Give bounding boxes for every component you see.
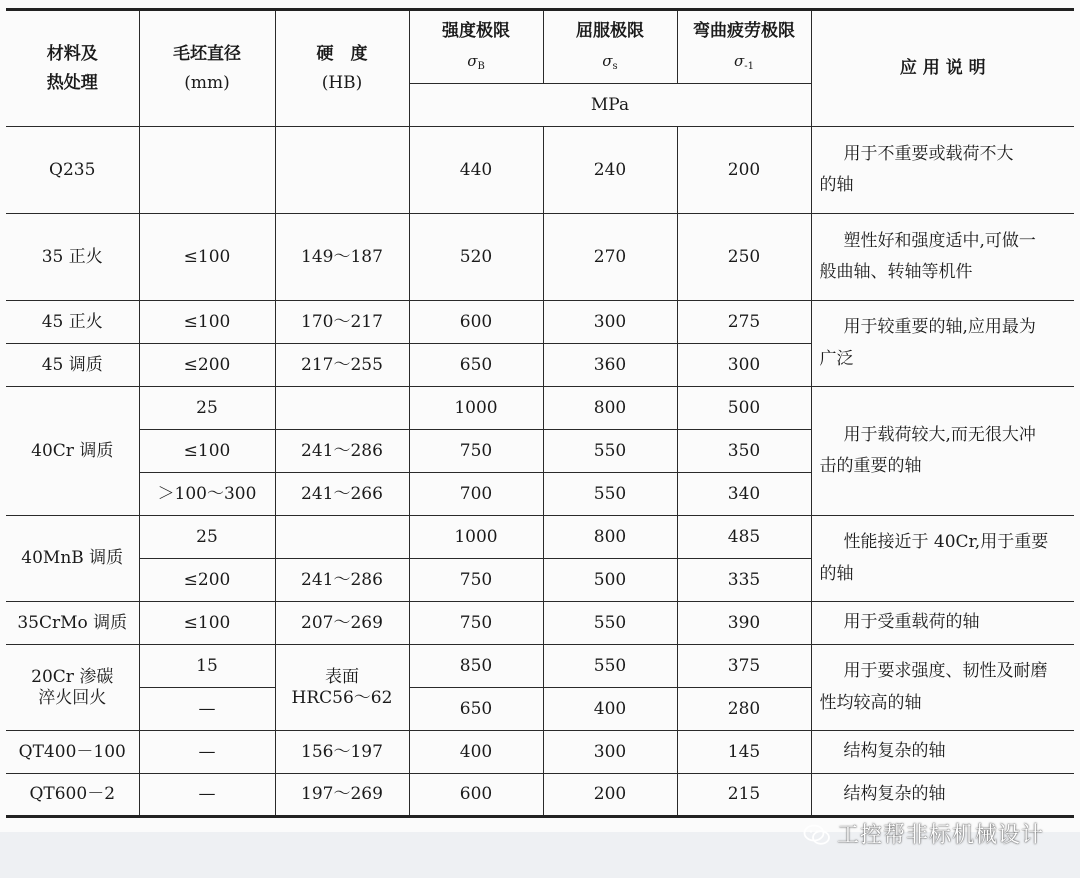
application-cell-line1: 用于不重要或载荷不大 bbox=[843, 143, 1014, 164]
yield-strength-cell: 550 bbox=[543, 645, 677, 688]
tensile-strength-cell: 600 bbox=[409, 301, 543, 344]
header-hardness-unit: (HB) bbox=[321, 72, 363, 93]
tensile-strength-cell: 520 bbox=[409, 214, 543, 301]
table-row bbox=[6, 774, 1074, 817]
material-cell-line1: 20Cr 渗碳 bbox=[31, 667, 114, 688]
application-cell-line1: 用于要求强度、韧性及耐磨 bbox=[843, 661, 1048, 682]
material-cell-line1: QT600－2 bbox=[29, 784, 116, 805]
yield-strength-cell: 300 bbox=[543, 731, 677, 774]
tensile-strength-cell: 440 bbox=[409, 127, 543, 214]
application-cell bbox=[811, 645, 1074, 731]
application-cell-line2: 击的重要的轴 bbox=[819, 456, 922, 476]
fatigue-limit-cell: 200 bbox=[677, 127, 811, 214]
application-cell-line2: 广泛 bbox=[819, 348, 854, 369]
application-cell bbox=[811, 301, 1074, 387]
header-material-line1: 材料及 bbox=[46, 44, 98, 65]
yield-strength-cell: 800 bbox=[543, 387, 677, 430]
hardness-cell: 156～197 bbox=[275, 731, 409, 774]
header-tensile-strength bbox=[409, 10, 543, 84]
tensile-strength-cell: 600 bbox=[409, 774, 543, 817]
fatigue-limit-cell: 145 bbox=[677, 731, 811, 774]
material-cell bbox=[6, 731, 139, 774]
hardness-cell: 217～255 bbox=[275, 344, 409, 387]
table-row bbox=[6, 214, 1074, 301]
material-cell bbox=[6, 774, 139, 817]
hardness-cell bbox=[275, 516, 409, 559]
application-cell bbox=[811, 516, 1074, 602]
fatigue-limit-cell: 215 bbox=[677, 774, 811, 817]
hardness-cell: 149～187 bbox=[275, 214, 409, 301]
application-cell-line1: 性能接近于 40Cr,用于重要 bbox=[843, 532, 1049, 553]
diameter-cell: — bbox=[139, 688, 275, 731]
header-material-line2: 热处理 bbox=[46, 72, 98, 93]
material-cell bbox=[6, 214, 139, 301]
yield-strength-cell: 500 bbox=[543, 559, 677, 602]
header-hardness-label: 硬 度 bbox=[316, 44, 368, 65]
material-cell bbox=[6, 645, 139, 731]
application-cell-line2: 的轴 bbox=[819, 563, 854, 584]
application-cell-line1: 用于受重载荷的轴 bbox=[843, 612, 980, 633]
tensile-strength-cell: 850 bbox=[409, 645, 543, 688]
material-cell bbox=[6, 387, 139, 516]
table-row bbox=[6, 127, 1074, 214]
application-cell-line2: 般曲轴、转轴等机件 bbox=[819, 262, 973, 282]
header-hardness bbox=[275, 10, 409, 127]
fatigue-limit-cell: 390 bbox=[677, 602, 811, 645]
tensile-strength-cell: 400 bbox=[409, 731, 543, 774]
application-cell bbox=[811, 774, 1074, 817]
header-tensile-symbol bbox=[410, 52, 543, 73]
yield-strength-cell: 550 bbox=[543, 602, 677, 645]
application-cell-line1: 塑性好和强度适中,可做一 bbox=[843, 230, 1036, 251]
wechat-icon bbox=[803, 824, 831, 846]
material-cell-line1: 40Cr 调质 bbox=[31, 440, 114, 461]
yield-strength-cell: 550 bbox=[543, 473, 677, 516]
yield-strength-cell: 200 bbox=[543, 774, 677, 817]
tensile-strength-cell: 750 bbox=[409, 559, 543, 602]
tensile-strength-cell: 750 bbox=[409, 602, 543, 645]
watermark-text: 工控帮非标机械设计 bbox=[836, 823, 1044, 848]
yield-strength-cell: 300 bbox=[543, 301, 677, 344]
fatigue-limit-cell: 500 bbox=[677, 387, 811, 430]
yield-strength-cell: 360 bbox=[543, 344, 677, 387]
diameter-cell: 15 bbox=[139, 645, 275, 688]
table-row bbox=[6, 387, 1074, 430]
hardness-cell: 241～286 bbox=[275, 559, 409, 602]
application-cell-line2: 性均较高的轴 bbox=[819, 692, 922, 713]
application-cell-line2: 的轴 bbox=[819, 175, 854, 195]
header-yield-strength bbox=[543, 10, 677, 84]
application-cell-line1: 结构复杂的轴 bbox=[843, 741, 946, 762]
hardness-cell: 170～217 bbox=[275, 301, 409, 344]
material-cell-line1: Q235 bbox=[49, 159, 96, 180]
tensile-strength-cell: 650 bbox=[409, 344, 543, 387]
hardness-cell bbox=[275, 127, 409, 214]
hardness-cell bbox=[275, 645, 409, 731]
material-cell-line1: QT400－100 bbox=[18, 741, 126, 762]
material-cell-line2: 淬火回火 bbox=[38, 687, 107, 708]
header-fatigue-symbol bbox=[678, 52, 811, 73]
header-fatigue-limit bbox=[677, 10, 811, 84]
sigma-symbol: σ bbox=[734, 51, 745, 70]
shaft-material-table bbox=[6, 8, 1074, 818]
hardness-cell-line2: HRC56～62 bbox=[291, 687, 393, 708]
yield-strength-cell: 800 bbox=[543, 516, 677, 559]
fatigue-limit-cell: 375 bbox=[677, 645, 811, 688]
material-cell: 45 正火 bbox=[6, 301, 139, 344]
diameter-cell: 25 bbox=[139, 387, 275, 430]
header-application: 应 用 说 明 bbox=[811, 10, 1074, 127]
table-row bbox=[6, 516, 1074, 559]
sigma-symbol: σ bbox=[602, 51, 613, 70]
material-cell-line1: 35 正火 bbox=[41, 246, 103, 267]
application-cell bbox=[811, 387, 1074, 516]
fatigue-limit-cell: 335 bbox=[677, 559, 811, 602]
sigma-subscript: -1 bbox=[744, 60, 754, 72]
material-cell bbox=[6, 516, 139, 602]
tensile-strength-cell: 1000 bbox=[409, 516, 543, 559]
fatigue-limit-cell: 300 bbox=[677, 344, 811, 387]
material-cell: 45 调质 bbox=[6, 344, 139, 387]
diameter-cell: ≤100 bbox=[139, 214, 275, 301]
diameter-cell: ≤200 bbox=[139, 559, 275, 602]
fatigue-limit-cell: 250 bbox=[677, 214, 811, 301]
application-cell bbox=[811, 127, 1074, 214]
diameter-cell: ≤200 bbox=[139, 344, 275, 387]
material-cell bbox=[6, 602, 139, 645]
material-cell-line1: 40MnB 调质 bbox=[21, 548, 124, 569]
header-material bbox=[6, 10, 139, 127]
table-row bbox=[6, 731, 1074, 774]
diameter-cell: ≤100 bbox=[139, 301, 275, 344]
tensile-strength-cell: 700 bbox=[409, 473, 543, 516]
header-yield-symbol bbox=[544, 52, 677, 73]
fatigue-limit-cell: 350 bbox=[677, 430, 811, 473]
application-cell-line1: 用于载荷较大,而无很大冲 bbox=[843, 424, 1036, 445]
diameter-cell: ≤100 bbox=[139, 602, 275, 645]
header-row bbox=[6, 10, 1074, 84]
application-cell bbox=[811, 214, 1074, 301]
header-diameter-label: 毛坯直径 bbox=[173, 44, 241, 65]
header-unit: MPa bbox=[409, 84, 811, 127]
material-cell bbox=[6, 127, 139, 214]
application-cell bbox=[811, 602, 1074, 645]
tensile-strength-cell: 650 bbox=[409, 688, 543, 731]
application-cell-line1: 用于较重要的轴,应用最为 bbox=[843, 317, 1036, 338]
table-row bbox=[6, 645, 1074, 688]
hardness-cell: 207～269 bbox=[275, 602, 409, 645]
tensile-strength-cell: 1000 bbox=[409, 387, 543, 430]
header-tensile-label: 强度极限 bbox=[442, 21, 510, 42]
application-cell bbox=[811, 731, 1074, 774]
hardness-cell: 241～266 bbox=[275, 473, 409, 516]
sigma-symbol: σ bbox=[467, 51, 478, 70]
hardness-cell: 241～286 bbox=[275, 430, 409, 473]
yield-strength-cell: 550 bbox=[543, 430, 677, 473]
hardness-cell: 197～269 bbox=[275, 774, 409, 817]
fatigue-limit-cell: 340 bbox=[677, 473, 811, 516]
diameter-cell: ≤100 bbox=[139, 430, 275, 473]
tensile-strength-cell: 750 bbox=[409, 430, 543, 473]
watermark bbox=[803, 818, 1044, 849]
diameter-cell: ＞100～300 bbox=[139, 473, 275, 516]
fatigue-limit-cell: 275 bbox=[677, 301, 811, 344]
header-diameter bbox=[139, 10, 275, 127]
header-diameter-unit: (mm) bbox=[184, 72, 230, 93]
material-cell-line1: 35CrMo 调质 bbox=[17, 612, 128, 633]
header-fatigue-label: 弯曲疲劳极限 bbox=[693, 21, 795, 42]
fatigue-limit-cell: 280 bbox=[677, 688, 811, 731]
yield-strength-cell: 270 bbox=[543, 214, 677, 301]
sigma-subscript: B bbox=[477, 60, 485, 72]
application-cell-line1: 结构复杂的轴 bbox=[843, 783, 946, 804]
fatigue-limit-cell: 485 bbox=[677, 516, 811, 559]
sigma-subscript: s bbox=[612, 60, 618, 72]
diameter-cell bbox=[139, 127, 275, 214]
header-yield-label: 屈服极限 bbox=[576, 21, 644, 42]
hardness-cell-line1: 表面 bbox=[325, 667, 359, 688]
hardness-cell bbox=[275, 387, 409, 430]
diameter-cell: — bbox=[139, 731, 275, 774]
table-row bbox=[6, 602, 1074, 645]
diameter-cell: 25 bbox=[139, 516, 275, 559]
yield-strength-cell: 400 bbox=[543, 688, 677, 731]
diameter-cell: — bbox=[139, 774, 275, 817]
table-row bbox=[6, 301, 1074, 344]
yield-strength-cell: 240 bbox=[543, 127, 677, 214]
